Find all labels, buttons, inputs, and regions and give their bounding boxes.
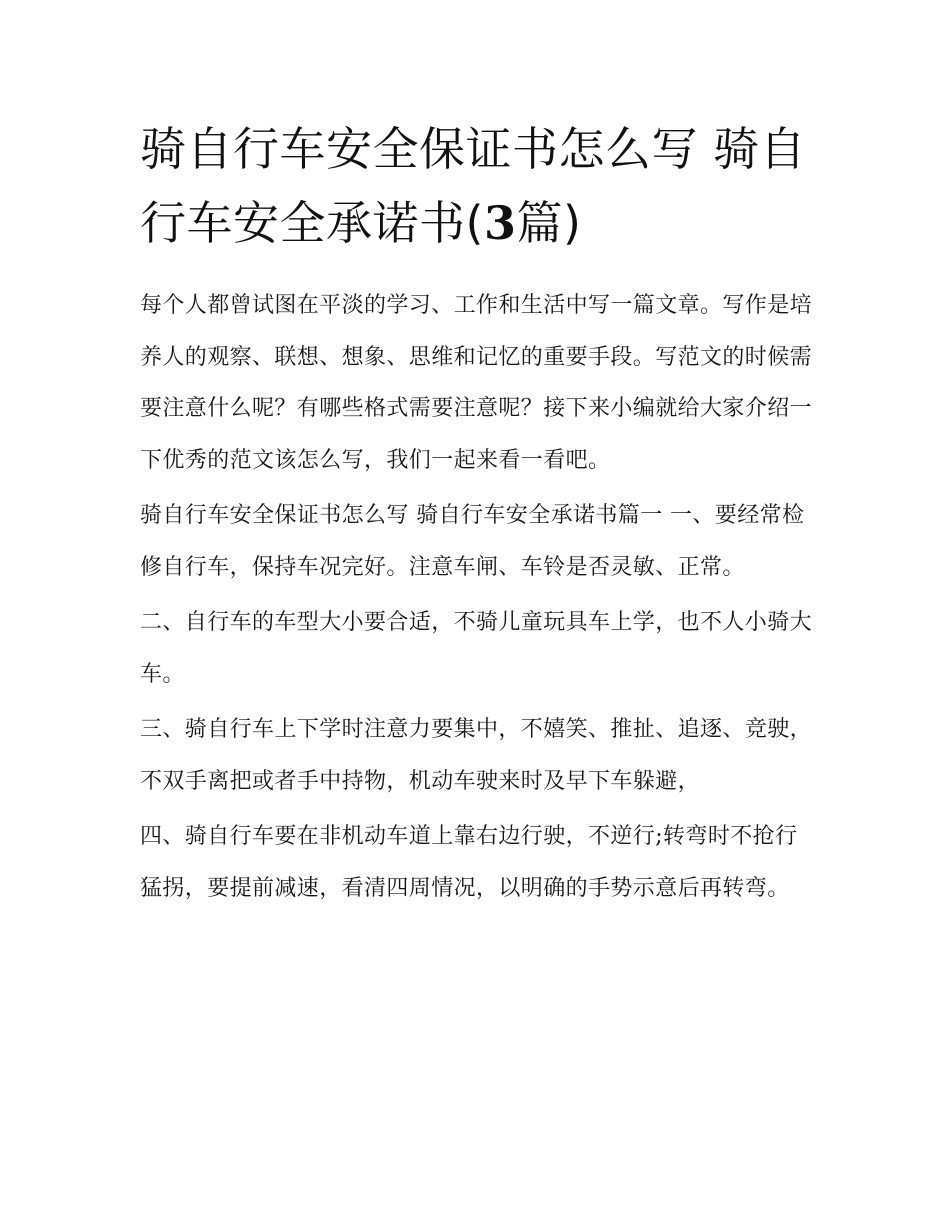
title-count-number: 3 [483, 196, 517, 250]
document-content [140, 112, 815, 918]
body-paragraph-4: 四、骑自行车要在非机动车道上靠右边行驶，不逆行;转弯时不抢行猛拐，要提前减速，看清四周情况，以明确的手势示意后再转弯。 [140, 824, 798, 901]
body-paragraph-3: 三、骑自行车上下学时注意力要集中，不嬉笑、推扯、追逐、竞驶，不双手离把或者手中持物，机动车驶来时及早下车躲避， [140, 717, 813, 794]
body-paragraph-2: 二、自行车的车型大小要合适，不骑儿童玩具车上学，也不人小骑大车。 [140, 610, 813, 687]
title-main-text: 骑自行车安全保证书怎么写 骑自行车安全承诺书( [140, 122, 807, 250]
intro-paragraph: 每个人都曾试图在平淡的学习、工作和生活中写一篇文章。写作是培养人的观察、联想、想象、思维和记忆的重要手段。写范文的时候需要注意什么呢？有哪些格式需要注意呢？接下来小编就给大家介绍一下优秀的范文该怎么写，我们一起来看一看吧。 [140, 293, 813, 473]
title-tail-text: 篇) [516, 196, 582, 250]
document-title [140, 112, 815, 260]
body-paragraph-1: 骑自行车安全保证书怎么写 骑自行车安全承诺书篇一 一、要经常检修自行车，保持车况完好。注意车闸、车铃是否灵敏、正常。 [140, 503, 805, 580]
